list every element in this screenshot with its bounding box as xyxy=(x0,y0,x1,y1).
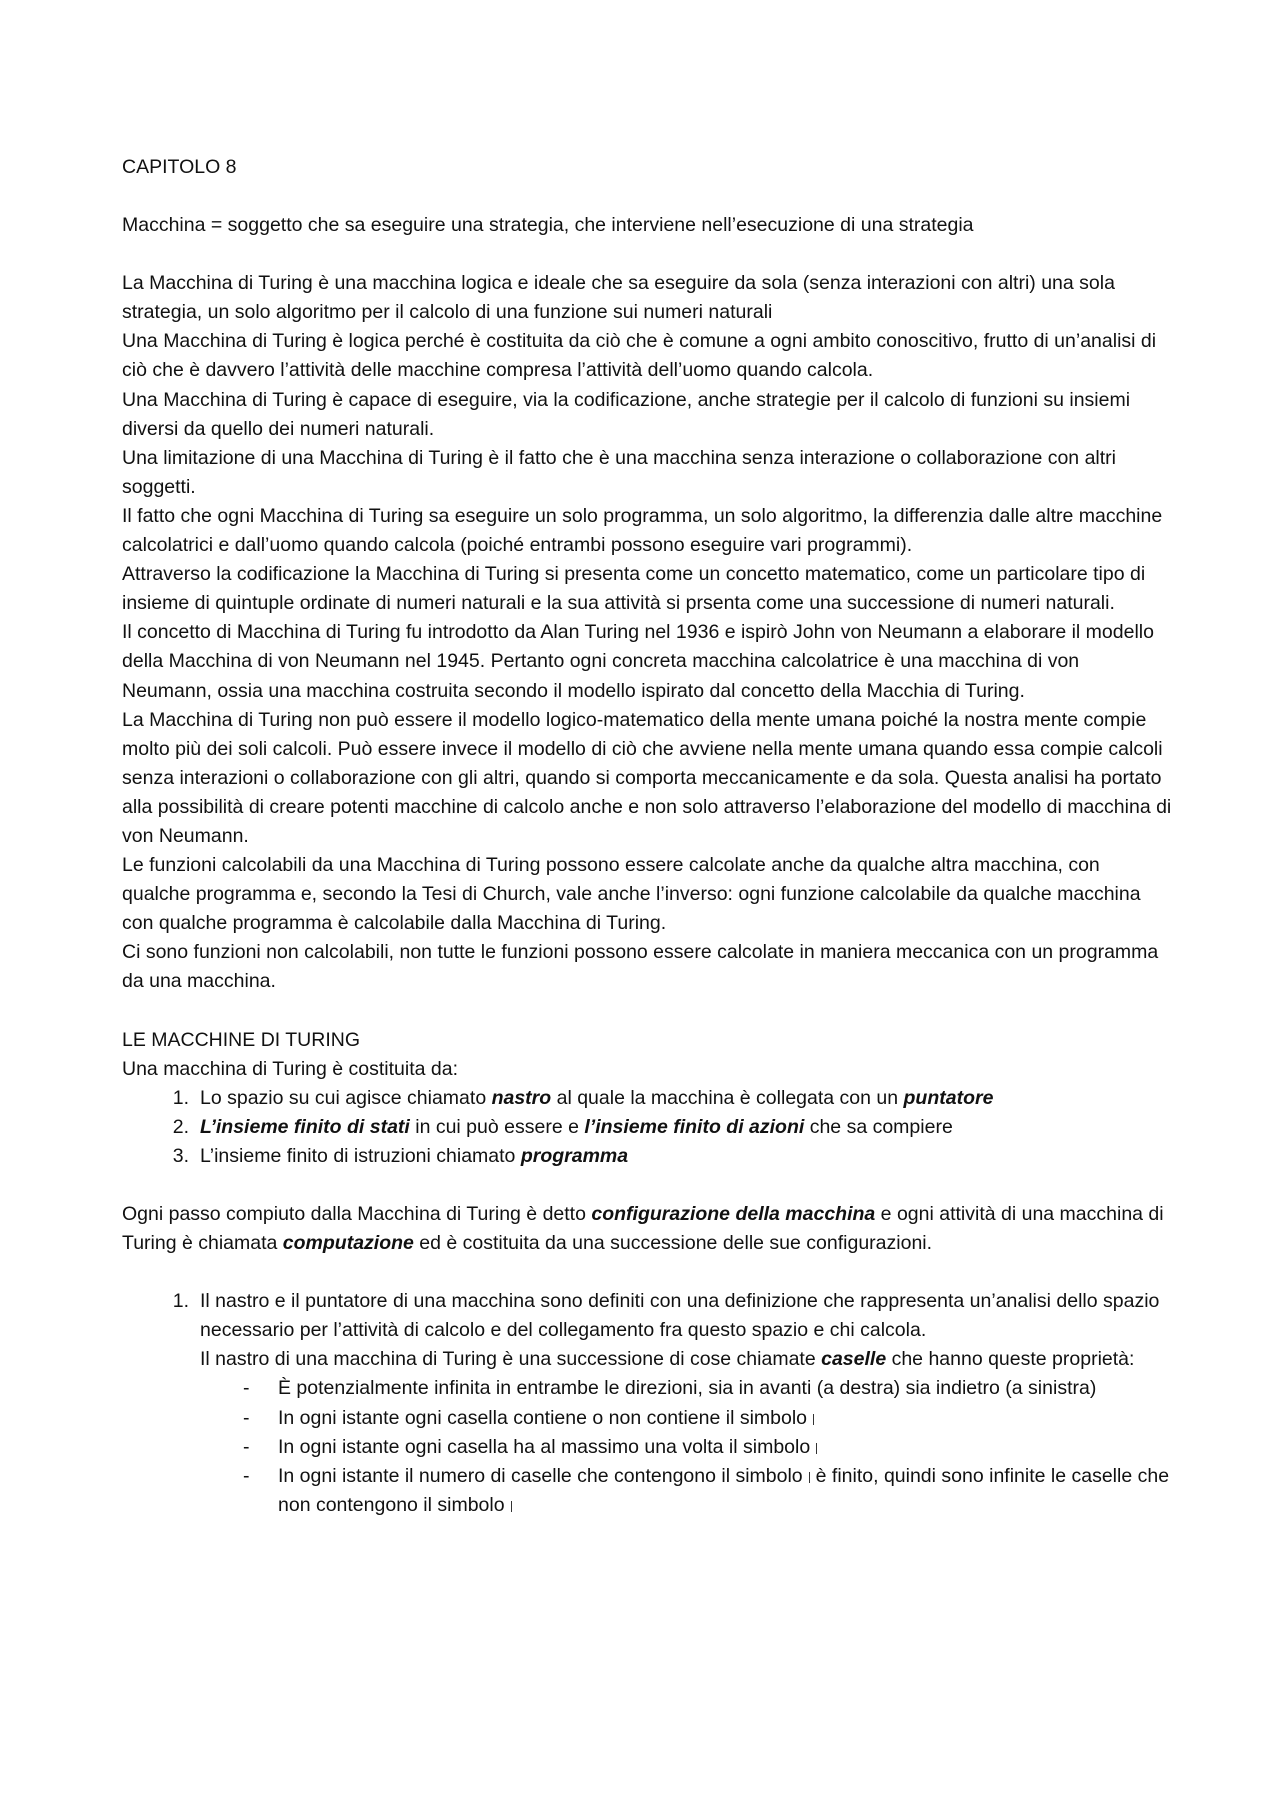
paragraph: Le funzioni calcolabili da una Macchina di Turing possono essere calcolate anche da qualche altra macchina, con qualche programma e, secondo la Tesi di Church, vale anche l’inverso: ogni funzione calcolabile da qualche macchina con qualche programma è calcolabile dalla Macchina di Turing. xyxy=(122,854,1141,935)
list-number: 2. xyxy=(172,1115,189,1138)
chapter-title: CAPITOLO 8 xyxy=(122,156,237,178)
item-bold: L’insieme finito di stati xyxy=(200,1115,410,1138)
dash-bullet: - xyxy=(243,1377,250,1400)
item-bold: nastro xyxy=(491,1086,552,1109)
paragraph-text: Ogni passo compiuto dalla Macchina di Turing è detto xyxy=(122,1203,592,1225)
dash-bullet: - xyxy=(243,1435,250,1458)
item-bold: puntatore xyxy=(903,1086,994,1109)
term-cells: caselle xyxy=(821,1348,887,1371)
paragraph: La Macchina di Turing non può essere il modello logico-matematico della mente umana poiché la nostra mente compie molto più dei soli calcoli. Può essere invece il modello di ciò che avviene nella mente umana quando essa compie calcoli senza interazioni o collaborazione con gli altri, quando si comporta meccanicamente e da sola. Questa analisi ha portato alla possibilità di creare potenti macchine di calcolo anche e non solo attraverso l’elaborazione del modello di macchina di von Neumann. xyxy=(122,708,1172,847)
paragraph: Ci sono funzioni non calcolabili, non tutte le funzioni possono essere calcolate in maniera meccanica con un programma da una macchina. xyxy=(122,941,1159,993)
property-item xyxy=(200,1462,1172,1520)
property-text: In ogni istante ogni casella ha al massimo una volta il simbolo xyxy=(278,1435,811,1458)
list-item xyxy=(122,1084,1172,1113)
item-bold: l’insieme finito di azioni xyxy=(584,1115,805,1138)
property-text: È potenzialmente infinita in entrambe le direzioni, sia in avanti (a destra) sia indietro (a sinistra) xyxy=(278,1377,1097,1400)
property-text: è finito, quindi sono infinite le caselle che non contengono il simbolo xyxy=(278,1464,1170,1516)
list-item xyxy=(122,1287,1172,1520)
property-item xyxy=(200,1433,1172,1462)
item-text: che sa compiere xyxy=(804,1115,953,1138)
item-text: Lo spazio su cui agisce chiamato xyxy=(200,1086,492,1109)
paragraph-text: ed è costituita da una successione delle sue configurazioni. xyxy=(413,1232,933,1255)
paragraph: Attraverso la codificazione la Macchina di Turing si presenta come un concetto matematico, come un particolare tipo di insieme di quintuple ordinate di numeri naturali e la sua attività si prsenta come una successione di numeri naturali. xyxy=(122,563,1146,615)
section-intro: Una macchina di Turing è costituita da: xyxy=(122,1057,459,1080)
item-text: Il nastro e il puntatore di una macchina sono definiti con una definizione che rappresenta un’analisi dello spazio necessario per l’attività di calcolo e del collegamento fra questo spazio e chi calcola. xyxy=(200,1290,1160,1342)
list-item xyxy=(122,1113,1172,1142)
property-item xyxy=(200,1374,1172,1403)
tally-symbol xyxy=(816,1443,817,1454)
tape-properties-list xyxy=(200,1374,1172,1519)
paragraph: La Macchina di Turing è una macchina logica e ideale che sa eseguire da sola (senza interazioni con altri) una sola strategia, un solo algoritmo per il calcolo di una funzione sui numeri naturali xyxy=(122,272,1115,324)
list-number: 1. xyxy=(172,1290,189,1313)
list-number: 1. xyxy=(172,1086,189,1109)
item-text: che hanno queste proprietà: xyxy=(886,1348,1135,1371)
paragraph: Il fatto che ogni Macchina di Turing sa eseguire un solo programma, un solo algoritmo, la differenzia dalle altre macchine calcolatrici e dall’uomo quando calcola (poiché entrambi possono eseguire vari programmi). xyxy=(122,504,1163,557)
property-text: In ogni istante ogni casella contiene o non contiene il simbolo xyxy=(278,1406,808,1429)
detail-list xyxy=(122,1287,1172,1520)
property-item xyxy=(200,1404,1172,1433)
tally-symbol xyxy=(511,1501,512,1512)
configuration-paragraph xyxy=(122,1200,1172,1258)
property-text: In ogni istante il numero di caselle che contengono il simbolo xyxy=(278,1464,803,1487)
document-body xyxy=(122,153,1172,1520)
tally-symbol xyxy=(809,1472,810,1483)
paragraph: Una Macchina di Turing è logica perché è costituita da ciò che è comune a ogni ambito conoscitivo, frutto di un’analisi di ciò che è davvero l’attività delle macchine compresa l’attività dell’uomo quando calcola. xyxy=(122,330,1157,382)
machine-definition: Macchina = soggetto che sa eseguire una strategia, che interviene nell’esecuzione di una strategia xyxy=(122,214,974,237)
paragraph-text: e ogni attività di una macchina di Turing è chiamata xyxy=(122,1203,1164,1255)
term-computation: computazione xyxy=(282,1232,414,1255)
tally-symbol xyxy=(813,1414,814,1425)
list-item xyxy=(122,1142,1172,1171)
paragraph: Il concetto di Macchina di Turing fu introdotto da Alan Turing nel 1936 e ispirò John von Neumann a elaborare il modello della Macchina di von Neumann nel 1945. Pertanto ogni concreta macchina calcolatrice è una macchina di von Neumann, ossia una macchina costruita secondo il modello ispirato dal concetto della Macchia di Turing. xyxy=(122,621,1154,702)
paragraph: Una limitazione di una Macchina di Turing è il fatto che è una macchina senza interazione o collaborazione con altri soggetti. xyxy=(122,446,1116,498)
item-text: al quale la macchina è collegata con un xyxy=(551,1086,904,1109)
item-bold: programma xyxy=(520,1144,629,1167)
paragraph: Una Macchina di Turing è capace di eseguire, via la codificazione, anche strategie per il calcolo di funzioni su insiemi diversi da quello dei numeri naturali. xyxy=(122,388,1131,440)
dash-bullet: - xyxy=(243,1464,250,1487)
term-configuration: configurazione della macchina xyxy=(591,1203,876,1225)
dash-bullet: - xyxy=(243,1406,250,1429)
list-number: 3. xyxy=(172,1144,189,1167)
item-text: L’insieme finito di istruzioni chiamato xyxy=(200,1144,521,1167)
components-list xyxy=(122,1084,1172,1171)
section-title: LE MACCHINE DI TURING xyxy=(122,1028,360,1051)
item-text: Il nastro di una macchina di Turing è una successione di cose chiamate xyxy=(200,1348,822,1371)
item-text: in cui può essere e xyxy=(409,1115,585,1138)
